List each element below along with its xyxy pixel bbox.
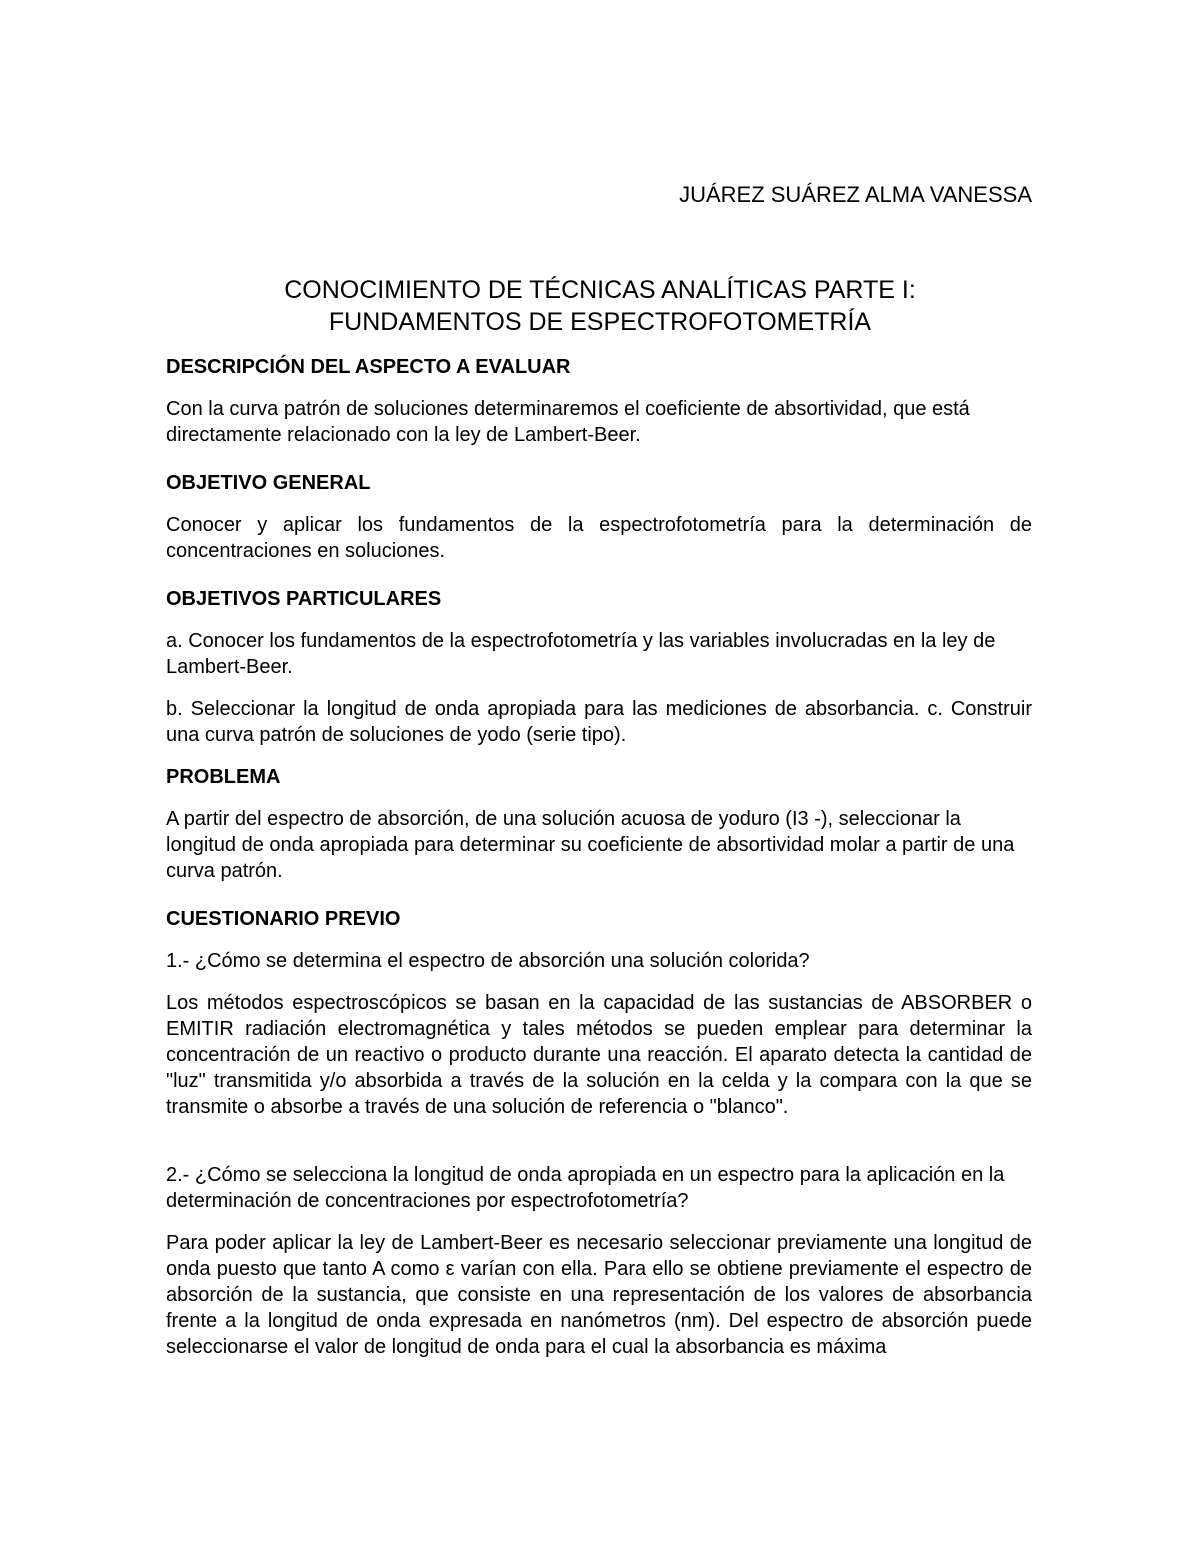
paragraph-objetivo-general: Conocer y aplicar los fundamentos de la espectrofotometría para la determinación de concentraciones en soluciones.	[166, 514, 1032, 562]
answer-1: Los métodos espectroscópicos se basan en la capacidad de las sustancias de ABSORBER o EMITIR radiación electromagnética y tales métodos se pueden emplear para determinar la concentración de un reactivo o producto durante una reacción. El aparato detecta la cantidad de "luz" transmitida y/o absorbida a través de la solución en la celda y la compara con la que se transmite o absorbe a través de una solución de referencia o "blanco".	[166, 992, 1032, 1118]
question-1: 1.- ¿Cómo se determina el espectro de absorción una solución colorida?	[166, 950, 810, 972]
document-body	[166, 354, 1032, 1376]
title-line-1: CONOCIMIENTO DE TÉCNICAS ANALÍTICAS PARTE I:	[284, 276, 916, 304]
answer-2: Para poder aplicar la ley de Lambert-Beer es necesario seleccionar previamente una longitud de onda puesto que tanto A como ε varían con ella. Para ello se obtiene previamente el espectro de absorción de la sustancia, que consiste en una representación de los valores de absorbancia frente a la longitud de onda expresada en nanómetros (nm). Del espectro de absorción puede seleccionarse el valor de longitud de onda para el cual la absorbancia es máxima	[166, 1232, 1032, 1358]
heading-problema: PROBLEMA	[166, 766, 281, 788]
objective-item-a: a. Conocer los fundamentos de la espectrofotometría y las variables involucradas en la ley de Lambert-Beer.	[166, 630, 996, 678]
heading-descripcion: DESCRIPCIÓN DEL ASPECTO A EVALUAR	[166, 356, 571, 378]
objective-item-bc: b. Seleccionar la longitud de onda apropiada para las mediciones de absorbancia. c. Construir una curva patrón de soluciones de yodo (serie tipo).	[166, 698, 1032, 746]
paragraph-problema: A partir del espectro de absorción, de una solución acuosa de yoduro (I3 -), seleccionar la longitud de onda apropiada para determinar su coeficiente de absortividad molar a partir de una curva patrón.	[166, 808, 1015, 882]
document-title	[160, 274, 1040, 338]
heading-objetivo-general: OBJETIVO GENERAL	[166, 472, 371, 494]
heading-cuestionario: CUESTIONARIO PREVIO	[166, 908, 401, 930]
heading-objetivos-particulares: OBJETIVOS PARTICULARES	[166, 588, 442, 610]
question-2: 2.- ¿Cómo se selecciona la longitud de onda apropiada en un espectro para la aplicación en la determinación de concentraciones por espectrofotometría?	[166, 1164, 1005, 1212]
title-line-2: FUNDAMENTOS DE ESPECTROFOTOMETRÍA	[328, 308, 872, 336]
paragraph-descripcion: Con la curva patrón de soluciones determinaremos el coeficiente de absortividad, que está directamente relacionado con la ley de Lambert-Beer.	[166, 398, 970, 446]
author-name: JUÁREZ SUÁREZ ALMA VANESSA	[679, 182, 1032, 207]
